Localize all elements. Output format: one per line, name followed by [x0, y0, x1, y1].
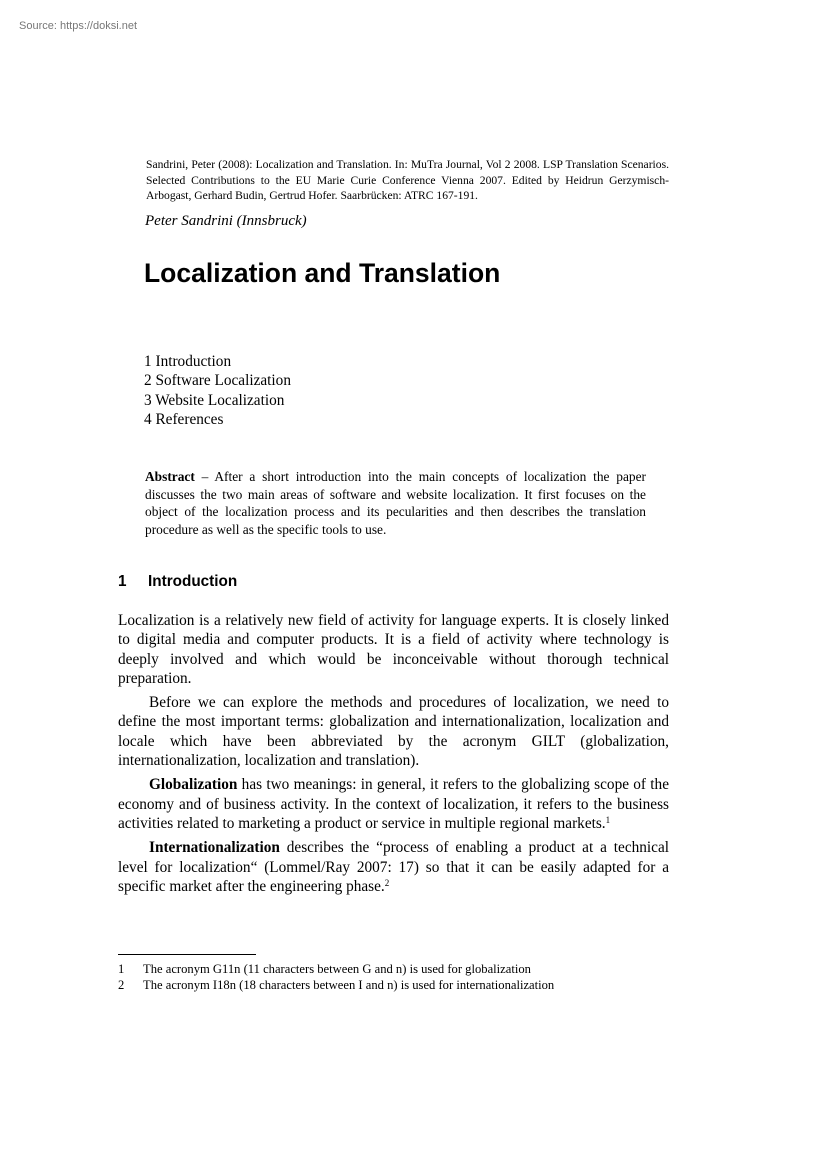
toc-item: 2 Software Localization: [144, 372, 291, 390]
section-body: [118, 611, 669, 901]
section-title: Introduction: [148, 573, 238, 590]
paper-title: Localization and Translation: [144, 258, 501, 288]
paragraph: Internationalization describes the “process of enabling a product at a technical level for localization“ (Lommel/Ray 2007: 17) so that it can be easily adapted for a specific market after the engineering phase.$^2$: [118, 839, 669, 895]
abstract-text: – After a short introduction into the main concepts of localization the paper discusses the two main areas of software and website localization. It first focuses on the object of the localization process and its pecularities and then describes the translation procedure as well as the specific tools to use.: [145, 469, 646, 537]
footnote-ref[interactable]: 2: [384, 877, 390, 888]
footnotes: [118, 961, 554, 993]
footnote: [118, 977, 554, 993]
term-globalization: Globalization: [149, 776, 238, 794]
term-internationalization: Internationalization: [149, 839, 280, 857]
footnote-text: The acronym G11n (11 characters between G and n) is used for globalization: [143, 962, 531, 976]
paragraph: Localization is a relatively new field of activity for language experts. It is closely linked to digital media and computer products. It is a field of activity where technology is deeply involved and which would be inconceivable without thorough technical preparation.: [118, 612, 669, 687]
section-heading: [118, 573, 237, 591]
abstract-label: Abstract: [145, 469, 195, 484]
footnote-text: The acronym I18n (18 characters between I and n) is used for internationalization: [143, 978, 555, 993]
footnote-divider: [118, 954, 256, 955]
toc-item: 4 References: [144, 410, 224, 428]
source-label: Source: https://doksi.net: [19, 20, 138, 32]
toc-item: 1 Introduction: [144, 353, 232, 370]
author: Peter Sandrini (Innsbruck): [145, 213, 307, 229]
abstract: [145, 468, 646, 538]
paragraph: Before we can explore the methods and procedures of localization, we need to define the most important terms: globalization and internationalization, localization and locale which have been abbreviated by the acronym GILT (globalization, internationalization, localization and translation).: [118, 694, 669, 770]
section-number: 1: [118, 573, 127, 590]
table-of-contents: [144, 352, 291, 429]
citation: Sandrini, Peter (2008): Localization and Translation. In: MuTra Journal, Vol 2 2008. LSP Translation Scenarios. Selected Contributions to the EU Marie Curie Conference Vienna 2007. Edited by Heidrun Gerzymisch-Arbogast, Gerhard Budin, Gertrud Hofer. Saarbrücken: ATRC 167-191.: [146, 158, 669, 202]
footnote: [118, 961, 554, 977]
footnote-number: 2: [118, 978, 125, 993]
footnote-number: 1: [118, 962, 125, 976]
paragraph: Globalization has two meanings: in general, it refers to the globalizing scope of the economy and of business activity. In the context of localization, it refers to the business activities related to marketing a product or service in multiple regional markets.$^1$: [118, 776, 669, 832]
footnote-ref[interactable]: 1: [605, 814, 611, 825]
toc-item: 3 Website Localization: [144, 391, 285, 409]
